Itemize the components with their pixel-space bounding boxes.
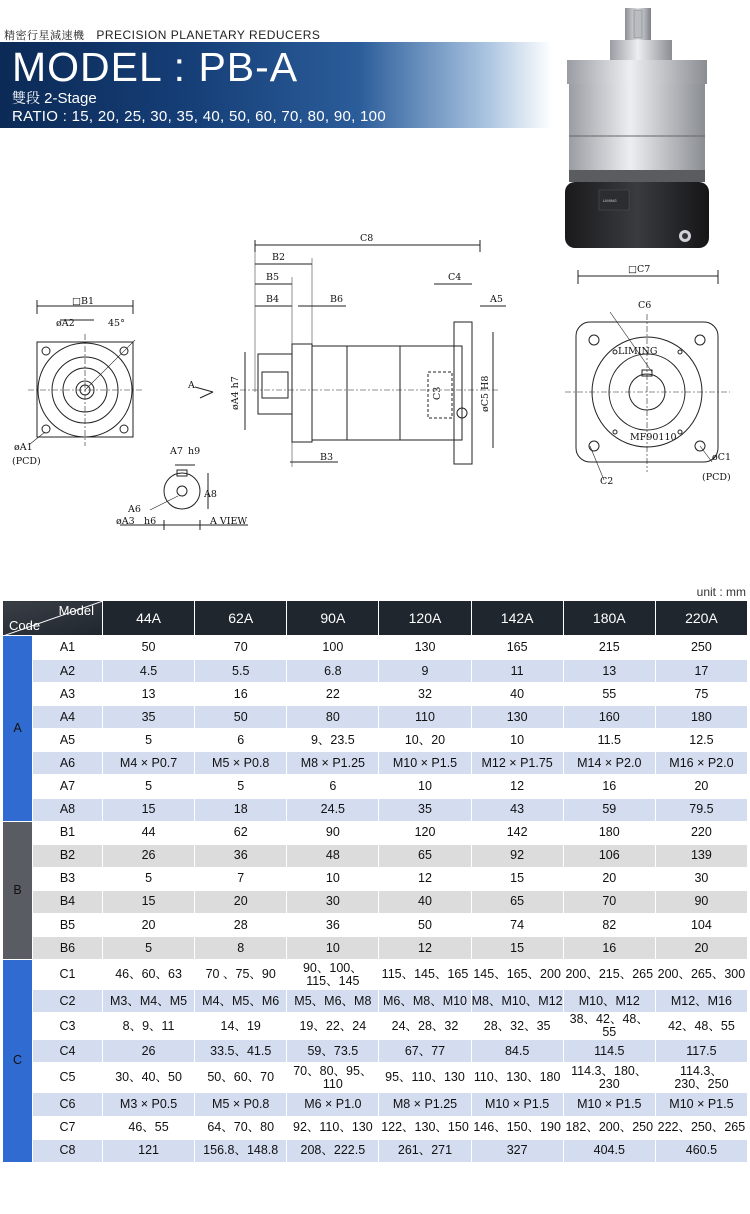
table-cell: 130 <box>379 636 471 660</box>
table-cell: 22 <box>287 683 379 706</box>
table-cell: 4.5 <box>103 660 195 683</box>
table-cell: 117.5 <box>655 1040 747 1063</box>
table-cell: 9、23.5 <box>287 729 379 752</box>
svg-text:LIMING: LIMING <box>603 198 617 203</box>
row-code: A7 <box>33 775 103 798</box>
table-cell: 42、48、55 <box>655 1013 747 1040</box>
table-row <box>3 729 748 752</box>
table-cell: 5 <box>103 729 195 752</box>
table-cell: 30 <box>287 890 379 913</box>
table-cell: 59 <box>563 798 655 821</box>
table-cell: M12、M16 <box>655 990 747 1013</box>
table-cell: 55 <box>563 683 655 706</box>
table-row <box>3 1093 748 1116</box>
table-cell: 327 <box>471 1139 563 1162</box>
svg-text:A6: A6 <box>128 504 141 515</box>
table-cell: M5 × P0.8 <box>195 1093 287 1116</box>
svg-text:B2: B2 <box>272 252 286 263</box>
table-cell: 142 <box>471 821 563 844</box>
svg-text:C8: C8 <box>360 233 374 244</box>
table-row <box>3 914 748 937</box>
svg-text:A7: A7 <box>170 446 183 457</box>
table-cell: M8 × P1.25 <box>379 1093 471 1116</box>
stage-en: 2-Stage <box>44 90 97 107</box>
table-cell: 114.3、 230、250 <box>655 1063 747 1093</box>
table-cell: M10 × P1.5 <box>379 752 471 775</box>
svg-text:A8: A8 <box>204 489 217 500</box>
table-cell: 106 <box>563 844 655 867</box>
row-code: C6 <box>33 1093 103 1116</box>
table-cell: 139 <box>655 844 747 867</box>
table-cell: 90 <box>287 821 379 844</box>
row-code: B4 <box>33 890 103 913</box>
table-cell: 182、200、250 <box>563 1116 655 1139</box>
table-cell: 114.3、180、230 <box>563 1063 655 1093</box>
table-cell: M14 × P2.0 <box>563 752 655 775</box>
table-cell: 95、110、130 <box>379 1063 471 1093</box>
table-cell: M12 × P1.75 <box>471 752 563 775</box>
table-cell: 11 <box>471 660 563 683</box>
table-cell: 18 <box>195 798 287 821</box>
table-cell: 90、100、 115、145 <box>287 960 379 990</box>
front-view <box>28 300 142 446</box>
table-cell: 261、271 <box>379 1139 471 1162</box>
row-code: A5 <box>33 729 103 752</box>
svg-text:A VIEW: A VIEW <box>210 516 248 527</box>
table-cell: 121 <box>103 1139 195 1162</box>
table-cell: 160 <box>563 706 655 729</box>
table-cell: 17 <box>655 660 747 683</box>
svg-text:A: A <box>188 380 195 391</box>
model-header: 44A <box>103 601 195 636</box>
table-cell: M10 × P1.5 <box>471 1093 563 1116</box>
row-code: A2 <box>33 660 103 683</box>
table-cell: 122、130、150 <box>379 1116 471 1139</box>
table-cell: 65 <box>471 890 563 913</box>
row-code: C3 <box>33 1013 103 1040</box>
table-cell: 222、250、265 <box>655 1116 747 1139</box>
svg-text:h6: h6 <box>144 516 157 527</box>
table-cell: 5 <box>195 775 287 798</box>
table-row <box>3 867 748 890</box>
row-code: A6 <box>33 752 103 775</box>
row-code: A1 <box>33 636 103 660</box>
table-cell: 30 <box>655 867 747 890</box>
svg-text:h9: h9 <box>188 446 201 457</box>
table-cell: 92、110、130 <box>287 1116 379 1139</box>
table-cell: M5 × P0.8 <box>195 752 287 775</box>
table-cell: 110 <box>379 706 471 729</box>
table-cell: 12 <box>379 937 471 960</box>
table-row <box>3 937 748 960</box>
row-code: B1 <box>33 821 103 844</box>
table-row <box>3 990 748 1013</box>
table-cell: 32 <box>379 683 471 706</box>
table-cell: M3、M4、M5 <box>103 990 195 1013</box>
svg-text:□B1: □B1 <box>72 296 95 307</box>
row-code: C7 <box>33 1116 103 1139</box>
table-cell: 180 <box>655 706 747 729</box>
table-cell: 35 <box>103 706 195 729</box>
ratio-list: RATIO : 15, 20, 25, 30, 35, 40, 50, 60, 70, 80, 90, 100 <box>12 108 386 125</box>
table-cell: 24、28、32 <box>379 1013 471 1040</box>
table-cell: 15 <box>471 867 563 890</box>
table-cell: 250 <box>655 636 747 660</box>
table-cell: 50、60、70 <box>195 1063 287 1093</box>
table-cell: 8 <box>195 937 287 960</box>
table-cell: 114.5 <box>563 1040 655 1063</box>
group-label: B <box>3 821 33 960</box>
table-cell: 46、60、63 <box>103 960 195 990</box>
table-row <box>3 1013 748 1040</box>
table-cell: 46、55 <box>103 1116 195 1139</box>
table-cell: 13 <box>103 683 195 706</box>
table-cell: 5 <box>103 937 195 960</box>
table-cell: 20 <box>655 775 747 798</box>
row-code: C5 <box>33 1063 103 1093</box>
table-cell: 40 <box>379 890 471 913</box>
svg-text:øC1: øC1 <box>712 452 732 463</box>
svg-text:B4: B4 <box>266 294 280 305</box>
table-row <box>3 960 748 990</box>
table-cell: 10、20 <box>379 729 471 752</box>
corner-code-label: Code <box>9 618 41 633</box>
table-row <box>3 890 748 913</box>
table-cell: 15 <box>103 798 195 821</box>
row-code: B5 <box>33 914 103 937</box>
svg-text:C3: C3 <box>432 386 443 400</box>
table-row <box>3 1139 748 1162</box>
corner-model-label: Model <box>58 603 94 618</box>
model-title: MODEL : PB-A <box>12 44 299 90</box>
table-cell: 215 <box>563 636 655 660</box>
svg-text:C6: C6 <box>638 300 652 311</box>
table-cell: M16 × P2.0 <box>655 752 747 775</box>
row-code: B2 <box>33 844 103 867</box>
svg-text:øA1: øA1 <box>14 442 33 453</box>
row-code: A4 <box>33 706 103 729</box>
table-cell: 8、9、11 <box>103 1013 195 1040</box>
row-code: C1 <box>33 960 103 990</box>
model-header: 220A <box>655 601 747 636</box>
table-cell: 6 <box>287 775 379 798</box>
dimension-drawings <box>0 222 750 542</box>
table-row <box>3 1063 748 1093</box>
table-cell: 12 <box>379 867 471 890</box>
table-cell: M10 × P1.5 <box>655 1093 747 1116</box>
svg-text:A5: A5 <box>490 294 503 305</box>
table-cell: 200、215、265 <box>563 960 655 990</box>
group-label: C <box>3 960 33 1162</box>
table-cell: 10 <box>471 729 563 752</box>
table-cell: 67、77 <box>379 1040 471 1063</box>
table-cell: 180 <box>563 821 655 844</box>
table-cell: 10 <box>379 775 471 798</box>
chinese-title: 精密行星減速機 <box>4 29 85 42</box>
model-header: 90A <box>287 601 379 636</box>
table-cell: M5、M6、M8 <box>287 990 379 1013</box>
table-cell: M3 × P0.5 <box>103 1093 195 1116</box>
svg-text:C4: C4 <box>448 272 462 283</box>
table-header-row <box>3 601 748 636</box>
table-cell: 19、22、24 <box>287 1013 379 1040</box>
row-code: C4 <box>33 1040 103 1063</box>
table-cell: 24.5 <box>287 798 379 821</box>
table-cell: M8、M10、M12 <box>471 990 563 1013</box>
svg-text:MF90110: MF90110 <box>630 432 677 443</box>
table-cell: 11.5 <box>563 729 655 752</box>
table-cell: 33.5、41.5 <box>195 1040 287 1063</box>
table-cell: 82 <box>563 914 655 937</box>
table-cell: 59、73.5 <box>287 1040 379 1063</box>
table-cell: M4、M5、M6 <box>195 990 287 1013</box>
table-row <box>3 706 748 729</box>
table-row <box>3 844 748 867</box>
model-header: 180A <box>563 601 655 636</box>
table-cell: 156.8、148.8 <box>195 1139 287 1162</box>
table-row <box>3 1040 748 1063</box>
table-cell: 104 <box>655 914 747 937</box>
table-cell: 208、222.5 <box>287 1139 379 1162</box>
table-cell: 7 <box>195 867 287 890</box>
table-cell: 13 <box>563 660 655 683</box>
table-cell: M8 × P1.25 <box>287 752 379 775</box>
stage-cn: 雙段 <box>12 91 40 107</box>
svg-text:B5: B5 <box>266 272 280 283</box>
table-row <box>3 821 748 844</box>
table-cell: 16 <box>563 775 655 798</box>
table-cell: 62 <box>195 821 287 844</box>
table-cell: 10 <box>287 937 379 960</box>
table-cell: 28 <box>195 914 287 937</box>
table-cell: 5 <box>103 867 195 890</box>
table-cell: 70 <box>563 890 655 913</box>
table-row <box>3 775 748 798</box>
row-code: C2 <box>33 990 103 1013</box>
table-cell: 30、40、50 <box>103 1063 195 1093</box>
table-cell: 14、19 <box>195 1013 287 1040</box>
svg-text:C2: C2 <box>600 476 614 487</box>
row-code: A3 <box>33 683 103 706</box>
table-cell: 26 <box>103 844 195 867</box>
table-cell: 10 <box>287 867 379 890</box>
table-cell: 145、165、200 <box>471 960 563 990</box>
table-cell: 20 <box>103 914 195 937</box>
table-cell: 100 <box>287 636 379 660</box>
table-cell: 84.5 <box>471 1040 563 1063</box>
table-cell: 20 <box>563 867 655 890</box>
table-cell: 74 <box>471 914 563 937</box>
unit-label: unit : mm <box>696 585 746 599</box>
table-cell: M6、M8、M10 <box>379 990 471 1013</box>
row-code: B3 <box>33 867 103 890</box>
table-cell: 15 <box>471 937 563 960</box>
table-cell: M6 × P1.0 <box>287 1093 379 1116</box>
group-label: A <box>3 636 33 822</box>
svg-text:(PCD): (PCD) <box>702 472 731 483</box>
table-cell: 80 <box>287 706 379 729</box>
row-code: B6 <box>33 937 103 960</box>
table-cell: M10 × P1.5 <box>563 1093 655 1116</box>
table-cell: 404.5 <box>563 1139 655 1162</box>
table-cell: 92 <box>471 844 563 867</box>
table-cell: 110、130、180 <box>471 1063 563 1093</box>
row-code: A8 <box>33 798 103 821</box>
table-cell: 12.5 <box>655 729 747 752</box>
table-cell: 28、32、35 <box>471 1013 563 1040</box>
svg-text:(PCD): (PCD) <box>12 456 41 467</box>
table-cell: 90 <box>655 890 747 913</box>
table-cell: 38、42、48、55 <box>563 1013 655 1040</box>
table-cell: 75 <box>655 683 747 706</box>
table-cell: 5 <box>103 775 195 798</box>
model-header: 142A <box>471 601 563 636</box>
table-cell: 120 <box>379 821 471 844</box>
svg-text:øA3: øA3 <box>116 516 135 527</box>
table-cell: 50 <box>379 914 471 937</box>
table-cell: 64、70、80 <box>195 1116 287 1139</box>
svg-text:B6: B6 <box>330 294 344 305</box>
table-cell: 115、145、165 <box>379 960 471 990</box>
english-title: PRECISION PLANETARY REDUCERS <box>96 28 321 42</box>
row-code: C8 <box>33 1139 103 1162</box>
table-cell: 50 <box>103 636 195 660</box>
table-cell: 20 <box>655 937 747 960</box>
table-cell: 16 <box>195 683 287 706</box>
svg-text:B3: B3 <box>320 452 334 463</box>
table-row <box>3 1116 748 1139</box>
svg-text:□C7: □C7 <box>628 264 651 275</box>
table-cell: 70、80、95、110 <box>287 1063 379 1093</box>
table-cell: 15 <box>103 890 195 913</box>
svg-text:LIMING: LIMING <box>618 346 658 357</box>
table-cell: 70 、75、90 <box>195 960 287 990</box>
table-cell: 9 <box>379 660 471 683</box>
table-row <box>3 752 748 775</box>
table-cell: 165 <box>471 636 563 660</box>
table-row <box>3 660 748 683</box>
svg-text:øA2: øA2 <box>56 318 75 329</box>
table-cell: 43 <box>471 798 563 821</box>
table-cell: 36 <box>287 914 379 937</box>
table-cell: 70 <box>195 636 287 660</box>
table-cell: 6.8 <box>287 660 379 683</box>
table-cell: 460.5 <box>655 1139 747 1162</box>
table-cell: M10、M12 <box>563 990 655 1013</box>
table-cell: 146、150、190 <box>471 1116 563 1139</box>
table-cell: 130 <box>471 706 563 729</box>
stage-label <box>12 88 97 108</box>
table-cell: 26 <box>103 1040 195 1063</box>
header-subtitle <box>4 27 320 43</box>
table-cell: 40 <box>471 683 563 706</box>
table-body <box>3 636 748 1163</box>
table-cell: 35 <box>379 798 471 821</box>
table-cell: 20 <box>195 890 287 913</box>
table-cell: 50 <box>195 706 287 729</box>
table-row <box>3 683 748 706</box>
table-cell: 36 <box>195 844 287 867</box>
model-header: 62A <box>195 601 287 636</box>
product-image <box>555 0 750 260</box>
table-cell: 16 <box>563 937 655 960</box>
table-row <box>3 636 748 660</box>
table-cell: 44 <box>103 821 195 844</box>
table-cell: 79.5 <box>655 798 747 821</box>
table-row <box>3 798 748 821</box>
table-corner-header <box>3 601 103 636</box>
model-header: 120A <box>379 601 471 636</box>
table-cell: 65 <box>379 844 471 867</box>
dimension-table <box>2 600 748 1163</box>
table-cell: 6 <box>195 729 287 752</box>
svg-text:øC5 H8: øC5 H8 <box>480 375 491 412</box>
table-cell: 5.5 <box>195 660 287 683</box>
table-cell: 220 <box>655 821 747 844</box>
svg-text:øA4 h7: øA4 h7 <box>230 376 241 410</box>
table-cell: 48 <box>287 844 379 867</box>
svg-text:45°: 45° <box>108 318 125 329</box>
table-cell: M4 × P0.7 <box>103 752 195 775</box>
table-cell: 200、265、300 <box>655 960 747 990</box>
table-cell: 12 <box>471 775 563 798</box>
